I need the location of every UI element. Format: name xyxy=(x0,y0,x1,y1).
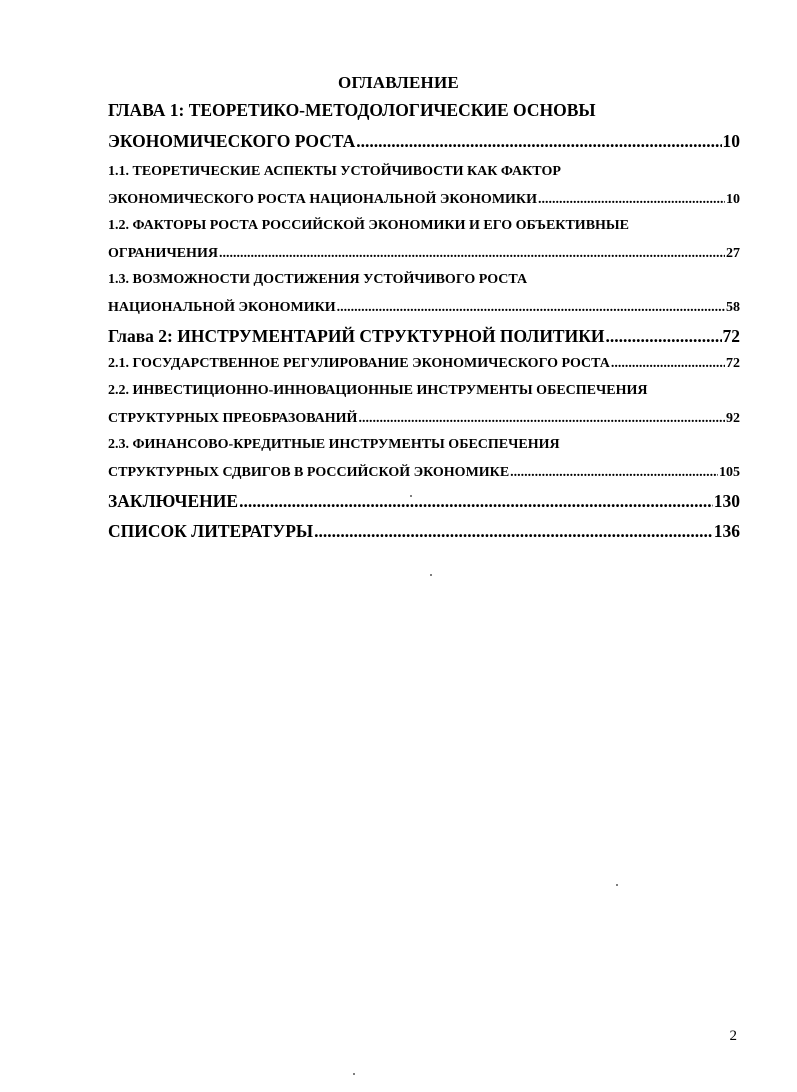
toc-page-number: 10 xyxy=(722,131,740,151)
dot-leader xyxy=(510,465,718,481)
scan-speck xyxy=(616,884,618,886)
toc-entry-text: 1.1. ТЕОРЕТИЧЕСКИЕ АСПЕКТЫ УСТОЙЧИВОСТИ КАК ФАКТОР xyxy=(108,164,561,179)
toc-entry-chapter-2[interactable] xyxy=(108,326,740,356)
dot-leader xyxy=(356,131,721,152)
dot-leader xyxy=(219,246,725,262)
toc-entry-conclusion[interactable] xyxy=(108,491,740,521)
dot-leader xyxy=(239,491,713,512)
toc-entry-text: ЗАКЛЮЧЕНИЕ xyxy=(108,491,239,511)
toc-entry-text: ОГРАНИЧЕНИЯ xyxy=(108,246,218,261)
toc-page-number: 72 xyxy=(726,356,740,371)
toc-page-number: 130 xyxy=(713,491,740,511)
toc-entry-1-3-line-2[interactable] xyxy=(108,300,740,326)
toc-entry-1-2-line-1[interactable] xyxy=(108,218,740,246)
toc-entry-text: 2.1. ГОСУДАРСТВЕННОЕ РЕГУЛИРОВАНИЕ ЭКОНОМИЧЕСКОГО РОСТА xyxy=(108,356,610,371)
dot-leader xyxy=(606,326,722,347)
scan-speck xyxy=(410,495,412,497)
toc-entry-2-1[interactable] xyxy=(108,356,740,383)
page-number: 2 xyxy=(729,1028,737,1044)
toc-entry-text: ЭКОНОМИЧЕСКОГО РОСТА xyxy=(108,131,356,151)
toc-entry-text: 1.2. ФАКТОРЫ РОСТА РОССИЙСКОЙ ЭКОНОМИКИ И ЕГО ОБЪЕКТИВНЫЕ xyxy=(108,218,630,233)
toc-heading: ОГЛАВЛЕНИЕ xyxy=(338,73,459,92)
toc-entry-text: Глава 2: ИНСТРУМЕНТАРИЙ СТРУКТУРНОЙ ПОЛИТИКИ xyxy=(108,326,605,346)
toc-entry-text: 2.3. ФИНАНСОВО-КРЕДИТНЫЕ ИНСТРУМЕНТЫ ОБЕСПЕЧЕНИЯ xyxy=(108,437,560,452)
toc-entry-chapter-1-line-1[interactable] xyxy=(108,100,740,131)
toc-entry-references[interactable] xyxy=(108,521,740,551)
toc-entry-text: СТРУКТУРНЫХ ПРЕОБРАЗОВАНИЙ xyxy=(108,411,358,426)
toc-entry-text: ЭКОНОМИЧЕСКОГО РОСТА НАЦИОНАЛЬНОЙ ЭКОНОМИКИ xyxy=(108,192,537,207)
dot-leader xyxy=(358,411,725,427)
toc-page-number: 10 xyxy=(726,192,740,207)
scan-speck xyxy=(430,574,432,576)
toc-entry-2-3-line-2[interactable] xyxy=(108,465,740,491)
toc-entry-text: СПИСОК ЛИТЕРАТУРЫ xyxy=(108,521,314,541)
dot-leader xyxy=(611,356,725,372)
toc-entry-text: СТРУКТУРНЫХ СДВИГОВ В РОССИЙСКОЙ ЭКОНОМИКЕ xyxy=(108,465,510,480)
table-of-contents xyxy=(108,100,740,551)
toc-entry-text: 1.3. ВОЗМОЖНОСТИ ДОСТИЖЕНИЯ УСТОЙЧИВОГО РОСТА xyxy=(108,272,528,287)
dot-leader xyxy=(538,192,725,208)
toc-entry-text: 2.2. ИНВЕСТИЦИОННО-ИННОВАЦИОННЫЕ ИНСТРУМЕНТЫ ОБЕСПЕЧЕНИЯ xyxy=(108,383,648,398)
toc-entry-2-3-line-1[interactable] xyxy=(108,437,740,465)
toc-entry-1-2-line-2[interactable] xyxy=(108,246,740,272)
toc-entry-1-3-line-1[interactable] xyxy=(108,272,740,300)
toc-entry-2-2-line-1[interactable] xyxy=(108,383,740,411)
toc-page-number: 105 xyxy=(719,465,740,480)
toc-entry-2-2-line-2[interactable] xyxy=(108,411,740,437)
toc-page-number: 27 xyxy=(726,246,740,261)
toc-entry-1-1-line-1[interactable] xyxy=(108,164,740,192)
toc-page-number: 72 xyxy=(722,326,740,346)
toc-page-number: 58 xyxy=(726,300,740,315)
toc-entry-text: НАЦИОНАЛЬНОЙ ЭКОНОМИКИ xyxy=(108,300,336,315)
toc-entry-text: ГЛАВА 1: ТЕОРЕТИКО-МЕТОДОЛОГИЧЕСКИЕ ОСНОВЫ xyxy=(108,100,596,120)
toc-entry-chapter-1-line-2[interactable] xyxy=(108,131,740,164)
toc-page-number: 136 xyxy=(713,521,740,541)
toc-page-number: 92 xyxy=(726,411,740,426)
toc-entry-1-1-line-2[interactable] xyxy=(108,192,740,218)
dot-leader xyxy=(314,521,713,542)
dot-leader xyxy=(337,300,725,316)
scan-speck xyxy=(353,1073,355,1075)
